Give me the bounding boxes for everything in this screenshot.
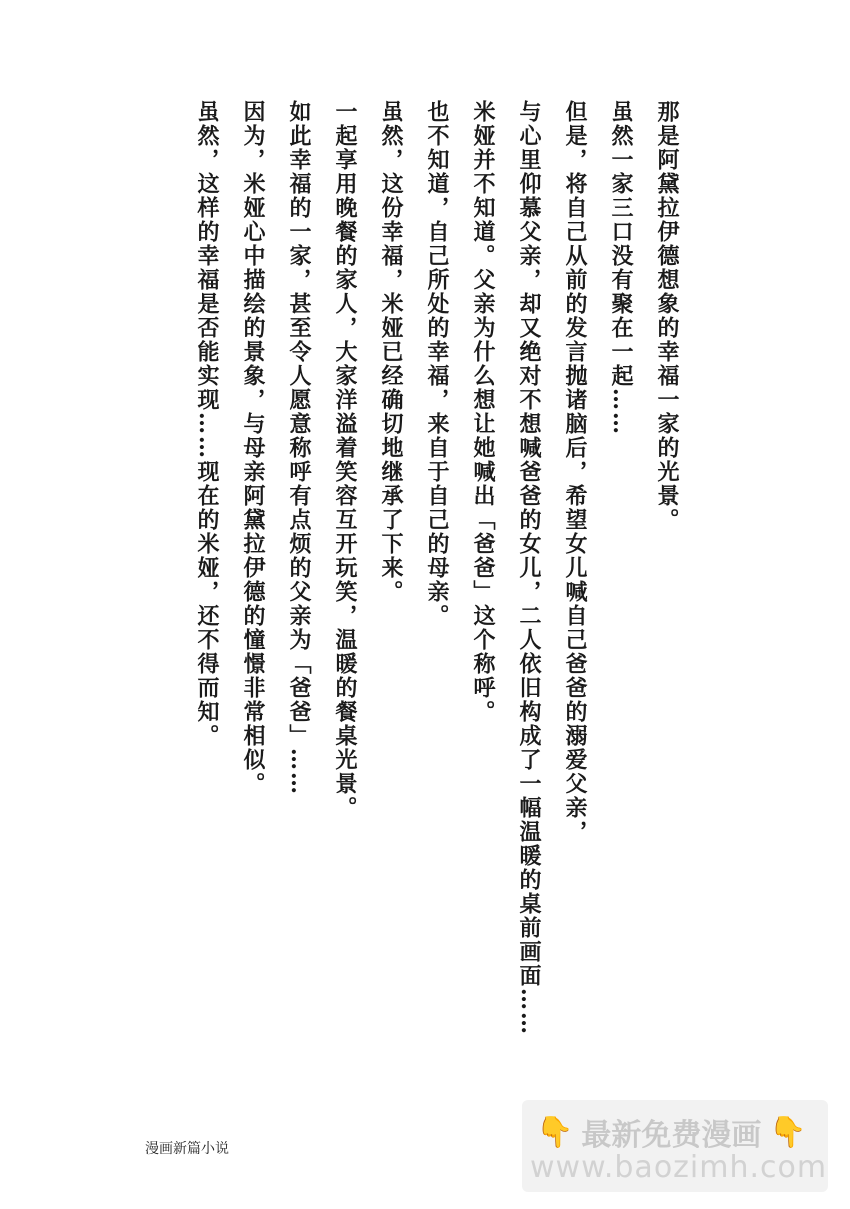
- text-line: 如此幸福的一家，甚至令人愿意称呼有点烦的父亲为「爸爸」……: [286, 100, 312, 796]
- text-line: 米娅并不知道。父亲为什么想让她喊出「爸爸」这个称呼。: [470, 100, 496, 724]
- footer-label: 漫画新篇小说: [145, 1141, 229, 1157]
- pointing-down-hand-icon: 👇: [536, 1114, 574, 1150]
- watermark-title: 最新免费漫画: [581, 1118, 762, 1153]
- watermark: [522, 1100, 828, 1192]
- text-line: 与心里仰慕父亲，却又绝对不想喊爸爸的女儿，二人依旧构成了一幅温暖的桌前画面……: [516, 100, 542, 1036]
- text-line: 虽然，这份幸福，米娅已经确切地继承了下来。: [378, 100, 404, 604]
- text-line: 虽然，这样的幸福是否能实现……现在的米娅，还不得而知。: [194, 100, 220, 748]
- novel-text: [184, 100, 690, 1100]
- text-line: 但是，将自己从前的发言抛诸脑后，希望女儿喊自己爸爸的溺爱父亲，: [562, 100, 588, 844]
- pointing-down-hand-icon: 👇: [769, 1114, 807, 1150]
- text-line: 也不知道，自己所处的幸福，来自于自己的母亲。: [424, 100, 450, 628]
- text-line: 因为，米娅心中描绘的景象，与母亲阿黛拉伊德的憧憬非常相似。: [240, 100, 266, 796]
- text-line: 那是阿黛拉伊德想象的幸福一家的光景。: [654, 100, 680, 532]
- text-line: 虽然一家三口没有聚在一起……: [608, 100, 634, 436]
- text-line: 一起享用晚餐的家人，大家洋溢着笑容互开玩笑，温暖的餐桌光景。: [332, 100, 358, 820]
- watermark-title-row: [536, 1110, 807, 1154]
- watermark-url: www.baozimh.com: [530, 1150, 828, 1185]
